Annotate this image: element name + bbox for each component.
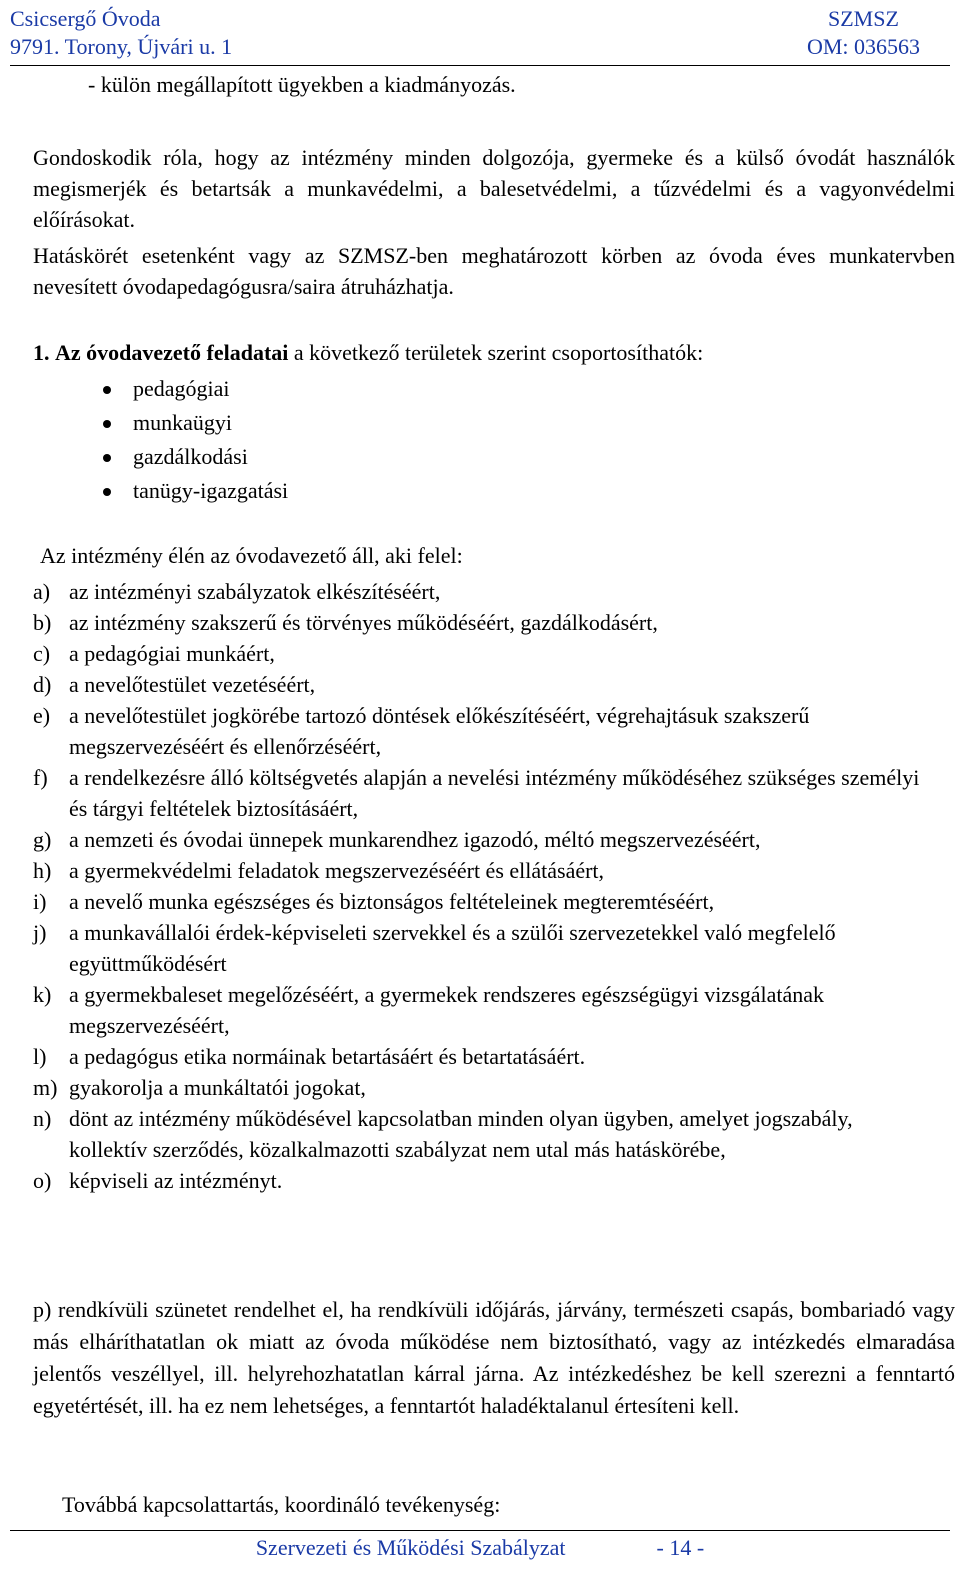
duty-text: a nemzeti és óvodai ünnepek munkarendhez igazodó, méltó megszervezéséért, [69, 827, 761, 852]
further-line: Továbbá kapcsolattartás, koordináló tevékenység: [62, 1492, 501, 1517]
duty-text: az intézmény szakszerű és törvényes működéséért, gazdálkodásért, [69, 610, 658, 635]
section-rest: a következő területek szerint csoportosíthatók: [288, 340, 704, 365]
bullet-icon [103, 386, 111, 394]
area-label: gazdálkodási [133, 444, 248, 469]
duty-item [33, 638, 933, 669]
duty-mark: n) [33, 1106, 52, 1131]
duty-item [33, 576, 933, 607]
institution-name: Csicsergő Óvoda [10, 6, 161, 31]
page-number: - 14 - [656, 1535, 705, 1560]
duty-text: a rendelkezésre álló költségvetés alapján a nevelési intézmény működéséhez szükséges személyi és tárgyi feltételek biztosításáért, [69, 765, 920, 821]
duty-mark: o) [33, 1168, 52, 1193]
institution-address: 9791. Torony, Újvári u. 1 [10, 34, 233, 59]
duty-text: dönt az intézmény működésével kapcsolatban minden olyan ügyben, amelyet jogszabály, kollektív szerződés, közalkalmazotti szabályzat nem utal más hatáskörébe, [69, 1106, 853, 1162]
bullet-icon [103, 454, 111, 462]
duty-text: a nevelőtestület jogkörébe tartozó döntések előkészítéséért, végrehajtásuk szakszerű megszervezéséért és ellenőrzéséért, [69, 703, 810, 759]
duty-item [33, 1041, 933, 1072]
duty-mark: k) [33, 982, 52, 1007]
duty-p: p) rendkívüli szünetet rendelhet el, ha rendkívüli időjárás, járvány, természeti csapás, bombariadó vagy más elháríthatatlan ok miatt az óvoda működése nem biztosítható, vagy az intézkedés elmaradása jelentős veszéllyel, ill. helyrehozhatatlan kárral járna. Az intézkedéshez be kell szerezni a fenntartó egyetértését, ill. ha ez nem lehetséges, a fenntartót haladéktalanul értesíteni kell. [33, 1297, 955, 1418]
duty-item [33, 1103, 933, 1165]
duty-text: gyakorolja a munkáltatói jogokat, [69, 1075, 366, 1100]
duty-text: a munkavállalói érdek-képviseleti szervekkel és a szülői szervezetekkel való megfelelő együttműködésért [69, 920, 836, 976]
duty-mark: j) [33, 920, 47, 945]
duty-text: a pedagógus etika normáinak betartásáért és betartatásáért. [69, 1044, 586, 1069]
duty-text: képviseli az intézményt. [69, 1168, 283, 1193]
areas-list [33, 372, 953, 508]
bullet-icon [103, 488, 111, 496]
header-left [10, 5, 232, 61]
area-item [33, 474, 953, 508]
duty-item [33, 669, 933, 700]
duty-text: a gyermekvédelmi feladatok megszervezéséért és ellátásáért, [69, 858, 605, 883]
duties-list [33, 576, 933, 1196]
duty-mark: a) [33, 579, 51, 604]
area-label: pedagógiai [133, 376, 230, 401]
section-title: Az óvodavezető feladatai [55, 340, 289, 365]
duty-item [33, 700, 933, 762]
duty-text: az intézményi szabályzatok elkészítéséért, [69, 579, 441, 604]
duty-item [33, 762, 933, 824]
area-item [33, 372, 953, 406]
duty-item [33, 607, 933, 638]
duty-item [33, 886, 933, 917]
area-label: munkaügyi [133, 410, 232, 435]
area-item [33, 406, 953, 440]
duty-text: a nevelőtestület vezetéséért, [69, 672, 316, 697]
duty-mark: h) [33, 858, 52, 883]
duty-item [33, 917, 933, 979]
duty-item [33, 1072, 933, 1103]
paragraph-safety: Gondoskodik róla, hogy az intézmény minden dolgozója, gyermeke és a külső óvodát használók megismerjék és betartsák a munkavédelmi, a balesetvédelmi, a tűzvédelmi és a vagyonvédelmi előírásokat. [33, 145, 955, 232]
duty-item [33, 855, 933, 886]
page-header [10, 5, 950, 66]
duty-text: a gyermekbaleset megelőzéséért, a gyermekek rendszeres egészségügyi vizsgálatának megszervezéséért, [69, 982, 824, 1038]
responsible-intro: Az intézmény élén az óvodavezető áll, aki felel: [40, 543, 463, 568]
section-heading [33, 338, 953, 368]
duty-text: a pedagógiai munkáért, [69, 641, 275, 666]
paragraph-delegation: Hatáskörét esetenként vagy az SZMSZ-ben meghatározott körben az óvoda éves munkatervben nevesített óvodapedagógusra/saira átruházhatja. [33, 243, 955, 299]
duty-item [33, 979, 933, 1041]
duty-item [33, 1165, 933, 1196]
intro-line: - külön megállapított ügyekben a kiadmányozás. [88, 72, 516, 97]
section-number: 1. [33, 340, 50, 365]
header-right [807, 5, 920, 61]
document-code: SZMSZ [828, 6, 899, 31]
duty-mark: c) [33, 641, 51, 666]
duty-mark: d) [33, 672, 52, 697]
duty-mark: b) [33, 610, 52, 635]
footer-title: Szervezeti és Működési Szabályzat [255, 1535, 566, 1560]
duty-mark: l) [33, 1044, 47, 1069]
area-label: tanügy-igazgatási [133, 478, 289, 503]
area-item [33, 440, 953, 474]
page-footer [10, 1530, 950, 1565]
bullet-icon [103, 420, 111, 428]
duty-text: a nevelő munka egészséges és biztonságos feltételeinek megteremtéséért, [69, 889, 715, 914]
duty-mark: i) [33, 889, 47, 914]
duty-mark: e) [33, 703, 51, 728]
duty-item [33, 824, 933, 855]
duty-mark: f) [33, 765, 48, 790]
om-number: OM: 036563 [806, 34, 920, 59]
duty-mark: g) [33, 827, 52, 852]
duty-mark: m) [33, 1075, 58, 1100]
